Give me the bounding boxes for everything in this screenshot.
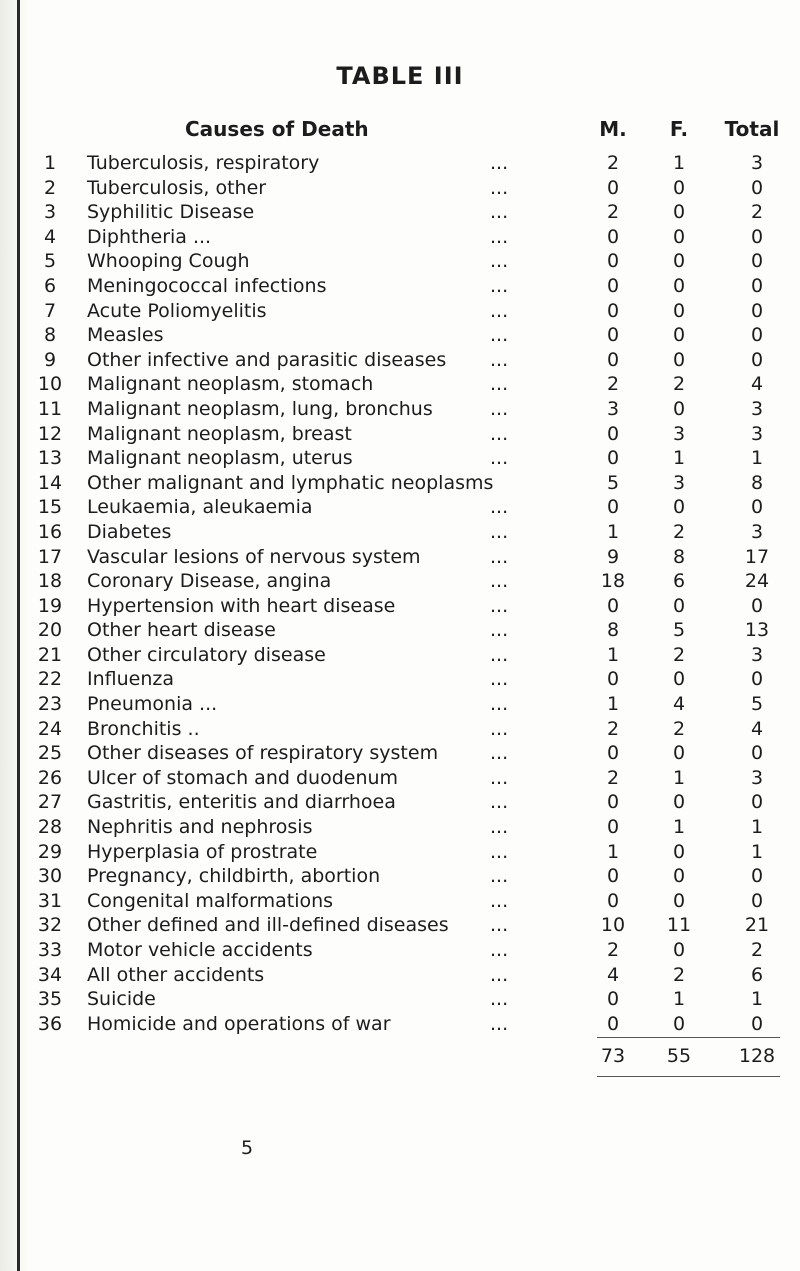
cause-of-death: Malignant neoplasm, stomach bbox=[87, 373, 374, 396]
male-count: 0 bbox=[606, 742, 620, 765]
cause-of-death: Homicide and operations of war bbox=[87, 1012, 391, 1035]
total-count: 0 bbox=[750, 299, 764, 322]
total-count: 1 bbox=[750, 840, 764, 863]
total-count: 1 bbox=[750, 988, 764, 1011]
female-count: 2 bbox=[672, 643, 686, 666]
cause-of-death: All other accidents bbox=[87, 963, 265, 986]
cause-of-death: Motor vehicle accidents bbox=[87, 939, 313, 961]
leader-dots: ... bbox=[490, 865, 509, 888]
leader-dots: ... bbox=[490, 594, 509, 617]
female-count: 1 bbox=[672, 447, 686, 470]
leader-dots: ... bbox=[490, 939, 509, 961]
cause-of-death: Other malignant and lymphatic neoplasms bbox=[87, 471, 494, 494]
table-row bbox=[0, 667, 800, 692]
cause-of-death: Leukaemia, aleukaemia bbox=[87, 496, 313, 519]
table-row bbox=[0, 815, 800, 840]
table-row bbox=[0, 889, 800, 914]
cause-of-death: Hypertension with heart disease bbox=[87, 594, 396, 617]
total-female: 55 bbox=[666, 1045, 692, 1067]
leader-dots: ... bbox=[490, 988, 509, 1011]
male-count: 1 bbox=[606, 643, 620, 666]
table-row bbox=[0, 618, 800, 643]
causes-table-body bbox=[0, 151, 800, 1036]
table-row bbox=[0, 274, 800, 299]
leader-dots: ... bbox=[490, 1012, 509, 1035]
male-count: 8 bbox=[606, 619, 620, 642]
total-count: 3 bbox=[750, 766, 764, 789]
total-count: 0 bbox=[750, 348, 764, 371]
leader-dots: ... bbox=[490, 766, 509, 789]
leader-dots: ... bbox=[490, 422, 509, 445]
cause-of-death: Other infective and parasitic diseases bbox=[87, 348, 447, 371]
male-count: 10 bbox=[600, 914, 626, 937]
female-count: 1 bbox=[672, 816, 686, 839]
table-row bbox=[0, 741, 800, 766]
row-number: 28 bbox=[37, 816, 63, 839]
row-number: 3 bbox=[43, 201, 57, 224]
row-number: 25 bbox=[37, 742, 63, 765]
female-count: 0 bbox=[672, 274, 686, 297]
row-number: 31 bbox=[37, 889, 63, 912]
row-number: 13 bbox=[37, 447, 63, 470]
leader-dots: ... bbox=[490, 299, 509, 322]
cause-of-death: Congenital malformations bbox=[87, 889, 334, 912]
row-number: 27 bbox=[37, 791, 63, 814]
cause-of-death: Syphilitic Disease bbox=[87, 201, 255, 224]
table-row bbox=[0, 348, 800, 373]
male-count: 0 bbox=[606, 324, 620, 347]
row-number: 26 bbox=[37, 766, 63, 789]
cause-of-death: Pneumonia ... bbox=[87, 693, 218, 716]
male-count: 2 bbox=[606, 201, 620, 224]
cause-of-death: Diabetes bbox=[87, 520, 172, 543]
female-count: 1 bbox=[672, 152, 686, 174]
male-count: 0 bbox=[606, 1012, 620, 1035]
cause-of-death: Other defined and ill-defined diseases bbox=[87, 914, 449, 937]
female-count: 0 bbox=[672, 889, 686, 912]
total-count: 0 bbox=[750, 324, 764, 347]
table-row bbox=[0, 963, 800, 988]
table-row bbox=[0, 864, 800, 889]
total-count: 2 bbox=[750, 201, 764, 224]
female-count: 0 bbox=[672, 1012, 686, 1035]
total-count: 0 bbox=[750, 865, 764, 888]
male-count: 0 bbox=[606, 668, 620, 691]
table-row bbox=[0, 840, 800, 865]
female-count: 0 bbox=[672, 742, 686, 765]
totals-rule-bottom bbox=[597, 1076, 780, 1077]
female-count: 0 bbox=[672, 594, 686, 617]
total-count: 0 bbox=[750, 225, 764, 248]
total-count: 2 bbox=[750, 939, 764, 961]
female-count: 0 bbox=[672, 250, 686, 273]
male-count: 0 bbox=[606, 816, 620, 839]
table-row bbox=[0, 225, 800, 250]
table-row bbox=[0, 594, 800, 619]
cause-of-death: Nephritis and nephrosis bbox=[87, 816, 313, 839]
cause-of-death: Measles bbox=[87, 324, 164, 347]
table-row bbox=[0, 766, 800, 791]
table-title: TABLE III bbox=[336, 62, 464, 90]
female-count: 5 bbox=[672, 619, 686, 642]
leader-dots: ... bbox=[490, 348, 509, 371]
leader-dots: ... bbox=[490, 816, 509, 839]
female-count: 2 bbox=[672, 963, 686, 986]
male-count: 0 bbox=[606, 988, 620, 1011]
female-count: 6 bbox=[672, 570, 686, 593]
table-row bbox=[0, 643, 800, 668]
table-row bbox=[0, 692, 800, 717]
cause-of-death: Hyperplasia of prostrate bbox=[87, 840, 318, 863]
cause-of-death: Malignant neoplasm, lung, bronchus bbox=[87, 397, 433, 420]
header-total: Total bbox=[724, 117, 780, 141]
leader-dots: ... bbox=[490, 693, 509, 716]
table-row bbox=[0, 151, 800, 176]
female-count: 0 bbox=[672, 176, 686, 199]
row-number: 11 bbox=[37, 397, 63, 420]
leader-dots: ... bbox=[490, 619, 509, 642]
leader-dots: ... bbox=[490, 225, 509, 248]
row-number: 20 bbox=[37, 619, 63, 642]
table-row bbox=[0, 397, 800, 422]
leader-dots: ... bbox=[490, 643, 509, 666]
table-row bbox=[0, 299, 800, 324]
female-count: 1 bbox=[672, 988, 686, 1011]
cause-of-death: Other diseases of respiratory system bbox=[87, 742, 439, 765]
row-number: 7 bbox=[43, 299, 57, 322]
table-row bbox=[0, 422, 800, 447]
cause-of-death: Pregnancy, childbirth, abortion bbox=[87, 865, 381, 888]
cause-of-death: Acute Poliomyelitis bbox=[87, 299, 267, 322]
leader-dots: ... bbox=[490, 274, 509, 297]
cause-of-death: Gastritis, enteritis and diarrhoea bbox=[87, 791, 396, 814]
male-count: 2 bbox=[606, 717, 620, 740]
row-number: 9 bbox=[43, 348, 57, 371]
row-number: 35 bbox=[37, 988, 63, 1011]
row-number: 34 bbox=[37, 963, 63, 986]
total-count: 3 bbox=[750, 397, 764, 420]
cause-of-death: Vascular lesions of nervous system bbox=[87, 545, 421, 568]
female-count: 4 bbox=[672, 693, 686, 716]
row-number: 1 bbox=[43, 152, 57, 174]
row-number: 19 bbox=[37, 594, 63, 617]
leader-dots: ... bbox=[490, 889, 509, 912]
female-count: 0 bbox=[672, 840, 686, 863]
total-all: 128 bbox=[738, 1045, 776, 1067]
cause-of-death: Ulcer of stomach and duodenum bbox=[87, 766, 399, 789]
total-count: 3 bbox=[750, 152, 764, 174]
leader-dots: ... bbox=[490, 791, 509, 814]
male-count: 2 bbox=[606, 373, 620, 396]
female-count: 0 bbox=[672, 299, 686, 322]
row-number: 29 bbox=[37, 840, 63, 863]
total-count: 21 bbox=[744, 914, 770, 937]
total-count: 0 bbox=[750, 1012, 764, 1035]
total-count: 0 bbox=[750, 274, 764, 297]
row-number: 15 bbox=[37, 496, 63, 519]
total-count: 5 bbox=[750, 693, 764, 716]
female-count: 0 bbox=[672, 201, 686, 224]
total-count: 0 bbox=[750, 791, 764, 814]
total-count: 3 bbox=[750, 520, 764, 543]
cause-of-death: Influenza bbox=[87, 668, 175, 691]
male-count: 1 bbox=[606, 693, 620, 716]
male-count: 5 bbox=[606, 471, 620, 494]
leader-dots: ... bbox=[490, 324, 509, 347]
male-count: 2 bbox=[606, 766, 620, 789]
female-count: 0 bbox=[672, 324, 686, 347]
female-count: 11 bbox=[666, 914, 692, 937]
leader-dots: ... bbox=[490, 250, 509, 273]
female-count: 0 bbox=[672, 939, 686, 961]
cause-of-death: Malignant neoplasm, breast bbox=[87, 422, 352, 445]
header-male: M. bbox=[599, 117, 627, 141]
male-count: 2 bbox=[606, 152, 620, 174]
table-row bbox=[0, 987, 800, 1012]
total-count: 17 bbox=[744, 545, 770, 568]
leader-dots: ... bbox=[490, 520, 509, 543]
male-count: 0 bbox=[606, 274, 620, 297]
female-count: 3 bbox=[672, 422, 686, 445]
total-count: 4 bbox=[750, 373, 764, 396]
female-count: 0 bbox=[672, 791, 686, 814]
male-count: 9 bbox=[606, 545, 620, 568]
total-count: 8 bbox=[750, 471, 764, 494]
cause-of-death: Malignant neoplasm, uterus bbox=[87, 447, 353, 470]
total-male: 73 bbox=[600, 1045, 626, 1067]
cause-of-death: Bronchitis .. bbox=[87, 717, 200, 740]
female-count: 1 bbox=[672, 766, 686, 789]
table-row bbox=[0, 717, 800, 742]
leader-dots: ... bbox=[490, 840, 509, 863]
leader-dots: ... bbox=[490, 496, 509, 519]
total-count: 13 bbox=[744, 619, 770, 642]
male-count: 0 bbox=[606, 348, 620, 371]
leader-dots: ... bbox=[490, 545, 509, 568]
female-count: 0 bbox=[672, 865, 686, 888]
total-count: 0 bbox=[750, 176, 764, 199]
leader-dots: ... bbox=[490, 201, 509, 224]
female-count: 8 bbox=[672, 545, 686, 568]
row-number: 2 bbox=[43, 176, 57, 199]
total-count: 0 bbox=[750, 594, 764, 617]
cause-of-death: Whooping Cough bbox=[87, 250, 250, 273]
total-count: 0 bbox=[750, 668, 764, 691]
male-count: 0 bbox=[606, 496, 620, 519]
total-count: 3 bbox=[750, 643, 764, 666]
row-number: 33 bbox=[37, 939, 63, 961]
row-number: 14 bbox=[37, 471, 63, 494]
total-count: 0 bbox=[750, 250, 764, 273]
table-row bbox=[0, 913, 800, 938]
male-count: 0 bbox=[606, 865, 620, 888]
table-row bbox=[0, 323, 800, 348]
male-count: 4 bbox=[606, 963, 620, 986]
total-count: 1 bbox=[750, 816, 764, 839]
total-count: 0 bbox=[750, 496, 764, 519]
table-row bbox=[0, 372, 800, 397]
table-row bbox=[0, 790, 800, 815]
female-count: 3 bbox=[672, 471, 686, 494]
row-number: 32 bbox=[37, 914, 63, 937]
table-row bbox=[0, 520, 800, 545]
row-number: 21 bbox=[37, 643, 63, 666]
male-count: 3 bbox=[606, 397, 620, 420]
total-count: 24 bbox=[744, 570, 770, 593]
female-count: 0 bbox=[672, 496, 686, 519]
total-count: 0 bbox=[750, 889, 764, 912]
table-row bbox=[0, 545, 800, 570]
leader-dots: ... bbox=[490, 914, 509, 937]
cause-of-death: Coronary Disease, angina bbox=[87, 570, 332, 593]
male-count: 0 bbox=[606, 422, 620, 445]
cause-of-death: Diphtheria ... bbox=[87, 225, 212, 248]
table-row bbox=[0, 1012, 800, 1037]
totals-rule-top bbox=[597, 1037, 780, 1038]
leader-dots: ... bbox=[490, 717, 509, 740]
leader-dots: ... bbox=[490, 373, 509, 396]
cause-of-death: Suicide bbox=[87, 988, 156, 1011]
header-causes-of-death: Causes of Death bbox=[185, 117, 369, 141]
female-count: 2 bbox=[672, 520, 686, 543]
male-count: 18 bbox=[600, 570, 626, 593]
male-count: 0 bbox=[606, 889, 620, 912]
row-number: 12 bbox=[37, 422, 63, 445]
page-number: 5 bbox=[240, 1137, 254, 1159]
row-number: 6 bbox=[43, 274, 57, 297]
male-count: 0 bbox=[606, 225, 620, 248]
header-female: F. bbox=[669, 117, 689, 141]
row-number: 5 bbox=[43, 250, 57, 273]
male-count: 1 bbox=[606, 840, 620, 863]
row-number: 30 bbox=[37, 865, 63, 888]
leader-dots: ... bbox=[490, 963, 509, 986]
male-count: 0 bbox=[606, 594, 620, 617]
male-count: 2 bbox=[606, 939, 620, 961]
row-number: 17 bbox=[37, 545, 63, 568]
female-count: 0 bbox=[672, 225, 686, 248]
row-number: 10 bbox=[37, 373, 63, 396]
row-number: 22 bbox=[37, 668, 63, 691]
female-count: 0 bbox=[672, 348, 686, 371]
leader-dots: ... bbox=[490, 570, 509, 593]
table-row bbox=[0, 446, 800, 471]
row-number: 18 bbox=[37, 570, 63, 593]
total-count: 0 bbox=[750, 742, 764, 765]
row-number: 24 bbox=[37, 717, 63, 740]
row-number: 23 bbox=[37, 693, 63, 716]
table-row bbox=[0, 495, 800, 520]
leader-dots: ... bbox=[490, 668, 509, 691]
row-number: 36 bbox=[37, 1012, 63, 1035]
male-count: 1 bbox=[606, 520, 620, 543]
cause-of-death: Tuberculosis, other bbox=[87, 176, 267, 199]
total-count: 1 bbox=[750, 447, 764, 470]
cause-of-death: Tuberculosis, respiratory bbox=[87, 152, 320, 174]
leader-dots: ... bbox=[490, 742, 509, 765]
total-count: 3 bbox=[750, 422, 764, 445]
leader-dots: ... bbox=[490, 447, 509, 470]
leader-dots: ... bbox=[490, 397, 509, 420]
row-number: 16 bbox=[37, 520, 63, 543]
female-count: 0 bbox=[672, 668, 686, 691]
male-count: 0 bbox=[606, 176, 620, 199]
table-row bbox=[0, 938, 800, 963]
table-row bbox=[0, 176, 800, 201]
male-count: 0 bbox=[606, 791, 620, 814]
female-count: 0 bbox=[672, 397, 686, 420]
row-number: 4 bbox=[43, 225, 57, 248]
table-row bbox=[0, 249, 800, 274]
male-count: 0 bbox=[606, 447, 620, 470]
total-count: 4 bbox=[750, 717, 764, 740]
table-row bbox=[0, 471, 800, 496]
table-row bbox=[0, 200, 800, 225]
female-count: 2 bbox=[672, 373, 686, 396]
cause-of-death: Other heart disease bbox=[87, 619, 276, 642]
total-count: 6 bbox=[750, 963, 764, 986]
leader-dots: ... bbox=[490, 152, 509, 174]
male-count: 0 bbox=[606, 299, 620, 322]
female-count: 2 bbox=[672, 717, 686, 740]
table-row bbox=[0, 569, 800, 594]
leader-dots: ... bbox=[490, 176, 509, 199]
row-number: 8 bbox=[43, 324, 57, 347]
male-count: 0 bbox=[606, 250, 620, 273]
cause-of-death: Meningococcal infections bbox=[87, 274, 327, 297]
cause-of-death: Other circulatory disease bbox=[87, 643, 326, 666]
